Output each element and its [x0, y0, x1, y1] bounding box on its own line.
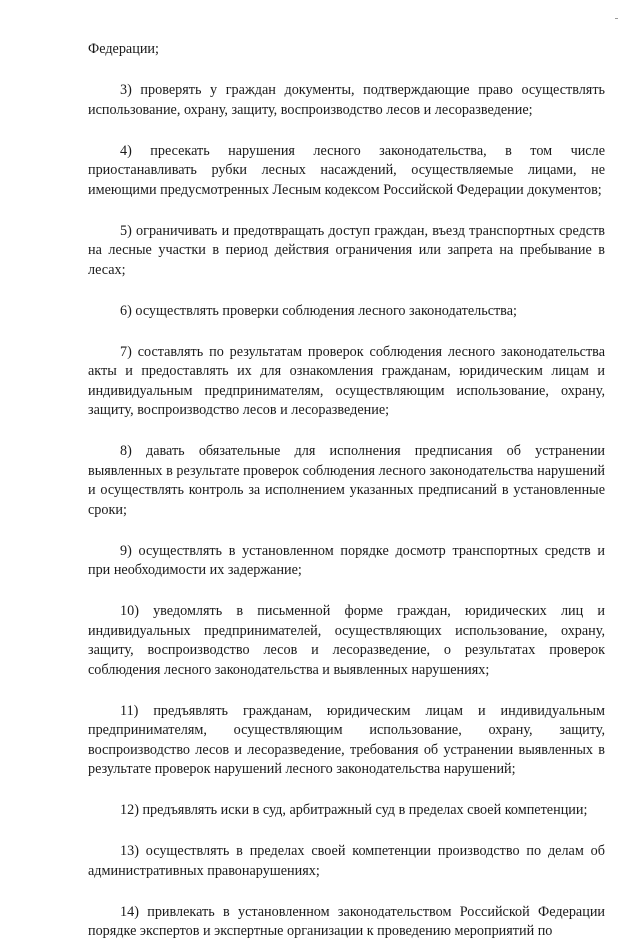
paragraph-item-10: 10) уведомлять в письменной форме граждан, юридических лиц и индивидуальных предпринимателей, осуществляющих использование, охрану, защиту, воспроизводство лесов и лесоразведение, о результатах проверок соблюдения лесного законодательства и выявленных нарушениях;	[88, 603, 605, 678]
scan-mark	[615, 18, 618, 19]
paragraph-item-4: 4) пресекать нарушения лесного законодательства, в том числе приостанавливать рубки лесных насаждений, осуществляемые лицами, не имеющими предусмотренных Лесным кодексом Российской Федерации документов;	[88, 142, 605, 198]
paragraph-item-11: 11) предъявлять гражданам, юридическим лицам и индивидуальным предпринимателям, осуществляющим использование, охрану, защиту, воспроизводство лесов и лесоразведение, требования об устранении выявленных в результате проверок нарушений лесного законодательства нарушений;	[88, 702, 605, 777]
paragraph-item-14: 14) привлекать в установленном законодательством Российской Федерации порядке экспертов и экспертные организации к проведению мероприятий по	[88, 903, 605, 939]
paragraph-item-5: 5) ограничивать и предотвращать доступ граждан, въезд транспортных средств на лесные участки в период действия ограничения или запрета на пребывание в лесах;	[88, 222, 605, 278]
paragraph-item-13: 13) осуществлять в пределах своей компетенции производство по делам об административных правонарушениях;	[88, 843, 605, 879]
paragraph-continuation: Федерации;	[88, 41, 159, 57]
paragraph-item-6: 6) осуществлять проверки соблюдения лесного законодательства;	[120, 302, 517, 319]
document-page	[88, 40, 605, 942]
paragraph-item-9: 9) осуществлять в установленном порядке досмотр транспортных средств и при необходимости их задержание;	[88, 542, 605, 578]
paragraph-item-8: 8) давать обязательные для исполнения предписания об устранении выявленных в результате проверок соблюдения лесного законодательства нарушений и осуществлять контроль за исполнением указанных предписаний в установленные сроки;	[88, 443, 605, 518]
paragraph-item-3: 3) проверять у граждан документы, подтверждающие право осуществлять использование, охрану, защиту, воспроизводство лесов и лесоразведение;	[88, 82, 605, 118]
paragraph-item-7: 7) составлять по результатам проверок соблюдения лесного законодательства акты и предоставлять их для ознакомления гражданам, юридическим лицам и индивидуальным предпринимателям, осуществляющим использование, охрану, защиту, воспроизводство лесов и лесоразведение;	[88, 343, 605, 418]
paragraph-item-12: 12) предъявлять иски в суд, арбитражный суд в пределах своей компетенции;	[120, 802, 588, 818]
